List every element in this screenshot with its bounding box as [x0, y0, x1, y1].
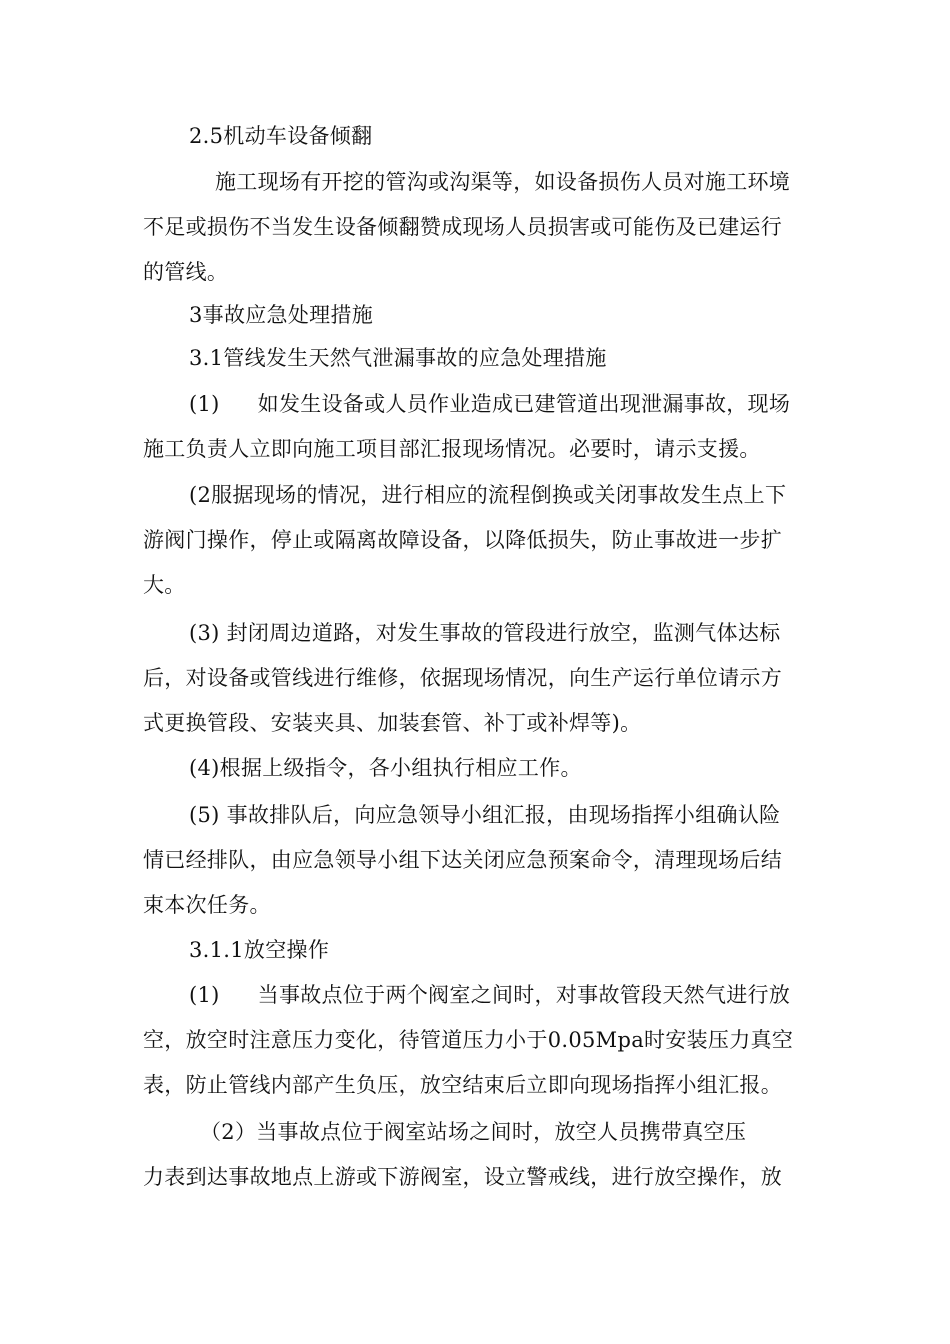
paragraph-line: 后，对设备或管线进行维修，依据现场情况，向生产运行单位请示方 — [143, 666, 782, 690]
item-number: (1) — [189, 392, 220, 416]
paragraph-line: (4)根据上级指令，各小组执行相应工作。 — [189, 756, 582, 780]
section-3-heading: 3事故应急处理措施 — [189, 303, 374, 327]
paragraph-line: 式更换管段、安装夹具、加装套管、补丁或补焊等)。 — [143, 711, 642, 735]
item-number: (1) — [189, 983, 220, 1007]
paragraph-line: (2服据现场的情况，进行相应的流程倒换或关闭事故发生点上下 — [189, 483, 787, 507]
paragraph-line: 束本次任务。 — [143, 893, 271, 917]
paragraph-line — [189, 389, 869, 419]
paragraph-line: 表，防止管线内部产生负压，放空结束后立即向现场指挥小组汇报。 — [143, 1073, 782, 1097]
paragraph-line: 空，放空时注意压力变化，待管道压力小于0.05Mpa时安装压力真空 — [143, 1028, 794, 1052]
paragraph-line: 力表到达事故地点上游或下游阀室，设立警戒线，进行放空操作，放 — [143, 1165, 782, 1189]
paragraph-line: （2）当事故点位于阀室站场之间时，放空人员携带真空压 — [200, 1120, 747, 1144]
paragraph-line — [189, 980, 869, 1010]
paragraph-line: 施工负责人立即向施工项目部汇报现场情况。必要时，请示支援。 — [143, 437, 761, 461]
section-2-5-heading: 2.5机动车设备倾翻 — [189, 124, 373, 148]
section-3-1-heading: 3.1管线发生天然气泄漏事故的应急处理措施 — [189, 346, 607, 370]
item-text: 当事故点位于两个阀室之间时，对事故管段天然气进行放 — [257, 983, 791, 1007]
paragraph-line: 的管线。 — [143, 260, 229, 284]
paragraph-line: 情已经排队，由应急领导小组下达关闭应急预案命令，清理现场后结 — [143, 848, 782, 872]
paragraph-line: (5) 事故排队后，向应急领导小组汇报，由现场指挥小组确认险 — [189, 803, 781, 827]
section-3-1-1-heading: 3.1.1放空操作 — [189, 938, 330, 962]
paragraph-line: 大。 — [143, 573, 186, 597]
paragraph-line: 游阀门操作，停止或隔离故障设备，以降低损失，防止事故进一步扩 — [143, 528, 782, 552]
paragraph-line: (3) 封闭周边道路，对发生事故的管段进行放空，监测气体达标 — [189, 621, 781, 645]
paragraph-line: 施工现场有开挖的管沟或沟渠等，如设备损伤人员对施工环境 — [215, 170, 791, 194]
item-text: 如发生设备或人员作业造成已建管道出现泄漏事故，现场 — [257, 392, 791, 416]
paragraph-line: 不足或损伤不当发生设备倾翻赞成现场人员损害或可能伤及已建运行 — [143, 215, 782, 239]
